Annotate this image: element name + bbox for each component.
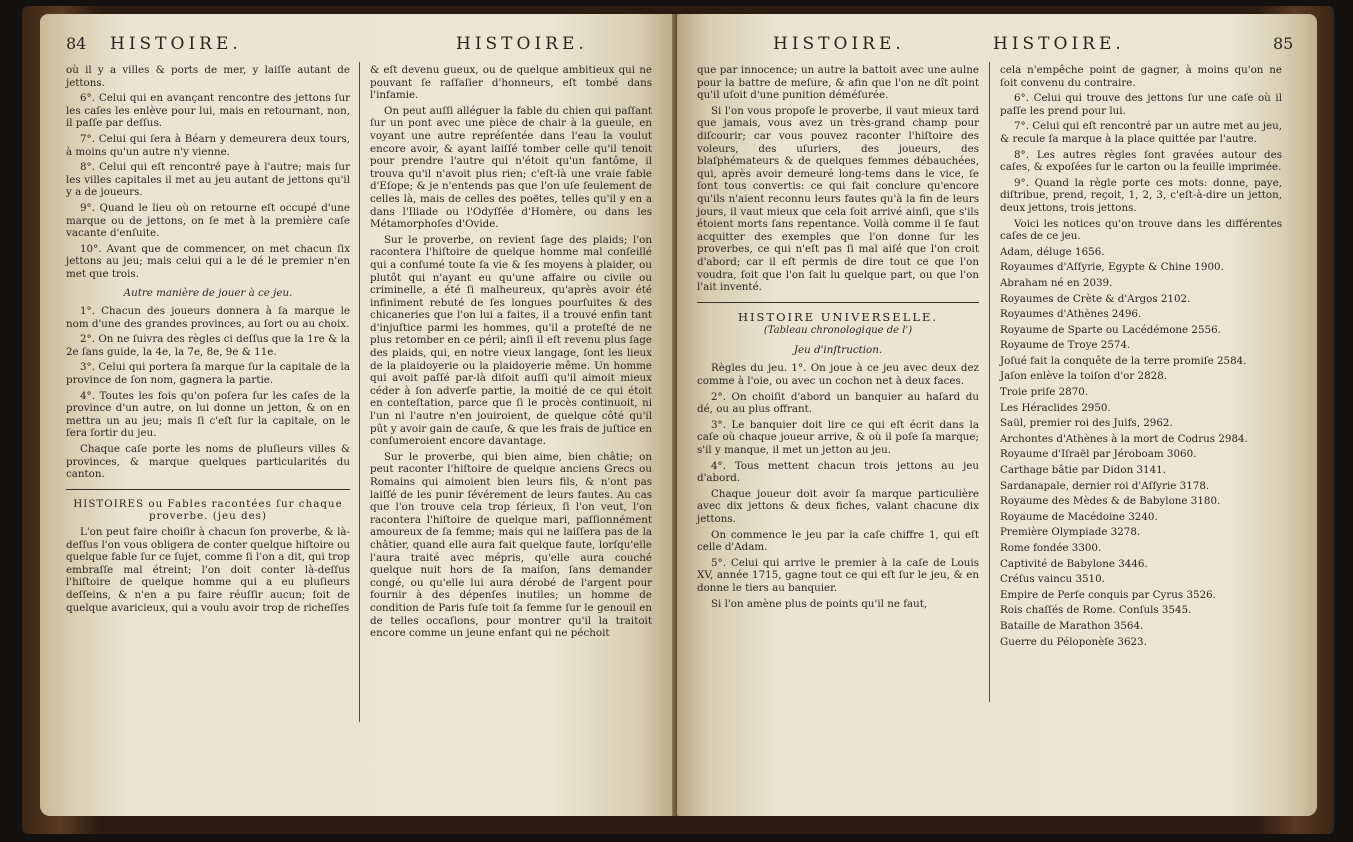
paragraph: 1°. Chacun des joueurs donnera à ſa marque le nom d'une des grandes provinces, au ſort ou au choix. <box>66 305 350 330</box>
chronology-entry: Troie priſe 2870. <box>1000 386 1089 399</box>
paragraph: Voici les notices qu'on trouve dans les différentes caſes de ce jeu. <box>1000 217 1282 243</box>
chronology-entry: Archontes d'Athènes à la mort de Codrus 2984. <box>1000 432 1248 445</box>
section-rule <box>66 489 350 490</box>
paragraph: où il y a villes & ports de mer, y laiſſe autant de jettons. <box>66 64 350 89</box>
chronology-entry: Rois chaſſés de Rome. Conſuls 3545. <box>1000 604 1192 617</box>
paragraph: 7°. Celui qui ſera à Béarn y demeurera deux tours, à moins qu'un autre n'y vienne. <box>66 132 350 158</box>
chronology-entry: Bataille de Marathon 3564. <box>1000 619 1144 632</box>
paragraph: Jeu d'inſtruction. <box>793 343 883 356</box>
running-head-right-col2: HISTOIRE. <box>993 34 1125 54</box>
paragraph: que par innocence; un autre la battoit avec une aulne pour la battre de meſure, & afin que l'on ne dît point qu'il uſoit d'une punition déméſurée. <box>697 64 979 102</box>
paragraph: On commence le jeu par la caſe chiffre 1, qui eſt celle d'Adam. <box>697 528 979 554</box>
section-rule <box>697 302 979 303</box>
paragraph: Si l'on vous propoſe le proverbe, il vaut mieux tard que jamais, vous avez un très-grand champ pour diſcourir; car vous pouvez raconter l'hiſtoire des voleurs, des uſuriers, des joueurs, des blaſphémateurs & de quelques femmes débauchées, qui, après avoir demeuré long-tems dans le vice, ſe ſont tous convertis: ce qui fait conclure qu'encore qu'ils n'aient reconnu leurs fautes qu'à la fin de leurs jours, il vaut mieux que cela ſoit arrivé ainſi, que s'ils étoient morts ſans repentance. Voilà comme il ſe faut acquitter des exemples que l'on donne ſur les proverbes, ce qui n'eſt pas ſi mal aiſé que l'on croit d'abord; car il eſt permis de dire tout ce que l'on voudra, ſoit que l'on ſait lu quelque part, ou que l'on l'ait inventé. <box>697 104 979 294</box>
paragraph: 5°. Celui qui arrive le premier à la caſe de Louis XV, année 1715, gagne tout ce qui eſt ſur le jeu, & en donne le tiers au banquier. <box>697 556 979 594</box>
chronology-entry: Royaume de Macédoine 3240. <box>1000 510 1158 523</box>
chronology-entry: Royaumes d'Athènes 2496. <box>1000 308 1142 321</box>
chronology-entry: Carthage bâtie par Didon 3141. <box>1000 464 1166 477</box>
column-divider-left <box>359 62 360 722</box>
chronology-entry: Adam, déluge 1656. <box>1000 245 1105 258</box>
paragraph: 2°. On ne ſuivra des règles ci deſſus que la 1re & la 2e ſans guide, la 4e, la 7e, 8e, 9e & 11e. <box>66 333 350 358</box>
paragraph: 3°. Le banquier doit lire ce qui eſt écrit dans la caſe où chaque joueur arrive, & où il poſe ſa marque; s'il y manque, il met un jetton au jeu. <box>697 418 979 457</box>
paragraph: On peut auſſi alléguer la fable du chien qui paſſant ſur un pont avec une pièce de chair à la gueule, en voyant une autre repréſentée dans l'eau la voulut encore avoir, & ayant laiſſé tomber celle qu'il tenoit pour prendre l'autre qui n'étoit qu'un fantôme, il trouva qu'il n'avoit plus rien; c'eſt-là une vraie fable d'Eſope; & je n'entends pas que l'on uſe ſeulement de celles là, mais de celles des poëtes, telles qu'il y en a dans l'Iliade ou l'Odyſſée d'Homère, ou dans les Métamorphoſes d'Ovide. <box>370 104 652 231</box>
chronology-entry: Créſus vaincu 3510. <box>1000 573 1105 586</box>
chronology-entry: Royaume des Mèdes & de Babylone 3180. <box>1000 495 1221 508</box>
chronology-entry: Les Héraclides 2950. <box>1000 401 1111 414</box>
section-heading: HISTOIRE UNIVERSELLE. <box>737 309 939 324</box>
chronology-entry: Empire de Perſe conquis par Cyrus 3526. <box>1000 588 1216 601</box>
chronology-entry: Royaume de Sparte ou Lacédémone 2556. <box>1000 323 1221 336</box>
chronology-entry: Jaſon enlève la toiſon d'or 2828. <box>1000 370 1168 383</box>
paragraph: Sur le proverbe, on revient ſage des plaids; l'on racontera l'hiſtoire de quelque homme mal conſeillé qui a conſumé toute ſa vie & ſes moyens à plaider, ou plutôt qui n'ayant eu qu'une affaire ou civile ou criminelle, a été ſi malheureux, qu'après avoir été infiniment rebuté de ſes longues pourſuites & des chicaneries que l'on lui a faites, il a trouvé enfin tant d'injuſtice parmi les hommes, qu'il a proteſté de ne plus retomber en ce péril; ainſi il eſt revenu plus ſage des plaids, qui, en notre vieux langage, ſont les lieux de la plaidoyerie ou la plaidoyerie même. Un homme qui avoit paſſé par-là diſoit auſſi qu'il aimoit mieux céder à ſon adverſe partie, la moitié de ce qui étoit en conteſtation, parce que ſi le procès continuoit, ni l'un ni l'autre n'en jouiroient, de quelque côté qu'il pût y avoir gain de cauſe, & que les frais de juſtice en conſumeroient encore davantage. <box>370 233 652 448</box>
running-head-left-col1: HISTOIRE. <box>110 34 242 54</box>
left-page <box>40 14 676 816</box>
chronology-entry: Royaume de Troye 2574. <box>1000 339 1131 352</box>
paragraph: Si l'on amène plus de points qu'il ne faut, <box>711 597 928 610</box>
paragraph: & eſt devenu gueux, ou de quelque ambitieux qui ne pouvant ſe raſſaſier d'honneurs, eſt tombé dans l'infamie. <box>370 64 652 102</box>
chronology-entry: Joſué fait la conquête de la terre promiſe 2584. <box>1000 354 1247 367</box>
right-column-1 <box>697 64 979 613</box>
chronology-entry: Captivité de Babylone 3446. <box>1000 557 1148 570</box>
section-subheading: (Tableau chronologique de l') <box>763 325 913 337</box>
paragraph: Sur le proverbe, qui bien aime, bien châtie; on peut raconter l'hiſtoire de quelque anciens Grecs ou Romains qui aimoient bien leurs fils, & n'ont pas laiſſé de les punir ſévérement de leurs fautes. Au cas que l'on trouve cela trop ſérieux, ſi l'on veut, l'on racontera l'hiſtoire de quelque mari, paſſionnément amoureux de ſa femme; mais qui ne laiſſera pas de la châtier, quand elle aura fait quelque faute, lorſqu'elle l'aura traité avec mépris, qu'elle aura couché quelque nuit hors de ſa maiſon, ſans demander congé, ou qu'elle lui aura dérobé de l'argent pour fournir à des dépenſes inutiles; un homme de condition de Paris fuſe toit ſa femme ſur le genouil en de telles occaſions, pour montrer qu'il la traitoit encore comme un jeune enfant qui ne péchoit <box>370 450 652 640</box>
paragraph: 6°. Celui qui en avançant rencontre des jettons ſur les caſes les enlève pour lui, mais en retournant, non, il paſſe par deſſus. <box>66 92 350 130</box>
paragraph: 9°. Quand le lieu où on retourne eſt occupé d'une marque ou de jettons, on ſe met à la première caſe vacante d'enſuite. <box>66 201 350 240</box>
right-column-2 <box>1000 64 1282 651</box>
chronology-entry: Guerre du Péloponèſe 3623. <box>1000 635 1147 648</box>
paragraph: Chaque joueur doit avoir ſa marque particulière avec dix jettons & deux fiches, valant chacune dix jettons. <box>697 487 979 525</box>
chronology-entry: Première Olympiade 3278. <box>1000 526 1141 539</box>
paragraph: 3°. Celui qui portera ſa marque ſur la capitale de la province de ſon nom, gagnera la partie. <box>66 361 350 387</box>
paragraph: 8°. Celui qui eſt rencontré paye à l'autre; mais ſur les villes capitales il met au jeu autant de jettons qu'il y a de joueurs. <box>66 161 350 199</box>
chronology-entry: Abraham né en 2039. <box>1000 276 1113 289</box>
paragraph: Autre manière de jouer à ce jeu. <box>123 286 293 299</box>
running-head-left-col2: HISTOIRE. <box>456 34 588 54</box>
left-column-2 <box>370 64 652 643</box>
section-heading: HISTOIRES ou Fables racontées ſur chaque proverbe. (jeu des) <box>73 497 343 523</box>
paragraph: 4°. Toutes les fois qu'on poſera ſur les caſes de la province d'un autre, on lui donne un jetton, & on en mettra un au jeu; mais ſi c'eſt ſur la capitale, on le ſera ſortir du jeu. <box>66 389 350 440</box>
column-divider-right <box>989 62 990 702</box>
chronology-entry: Saül, premier roi des Juifs, 2962. <box>1000 417 1173 430</box>
running-head-right-col1: HISTOIRE. <box>773 34 905 54</box>
paragraph: 8°. Les autres règles ſont gravées autour des caſes, & expoſées ſur le carton ou la feuille imprimée. <box>1000 148 1282 174</box>
chronology-entry: Royaume d'Iſraël par Jéroboam 3060. <box>1000 448 1197 461</box>
paragraph: 9°. Quand la règle porte ces mots: donne, paye, diſtribue, prend, reçoit, 1, 2, 3, c'eſt-à-dire un jetton, deux jettons, trois jettons. <box>1000 176 1282 214</box>
paragraph: 6°. Celui qui trouve des jettons ſur une caſe où il paſſe les prend pour lui. <box>1000 92 1282 117</box>
paragraph: 2°. On choiſit d'abord un banquier au haſard du dé, ou au plus offrant. <box>697 390 979 416</box>
paragraph: cela n'empêche point de gagner, à moins qu'on ne ſoit convenu du contraire. <box>1000 64 1282 89</box>
page-number-right: 85 <box>1273 34 1294 53</box>
chronology-entry: Royaumes de Crète & d'Argos 2102. <box>1000 292 1191 305</box>
chronology-entry: Sardanapale, dernier roi d'Aſſyrie 3178. <box>1000 479 1210 492</box>
right-page <box>677 14 1317 816</box>
paragraph: Règles du jeu. 1°. On joue à ce jeu avec deux dez comme à l'oie, ou avec un cochon net à deux faces. <box>697 362 979 388</box>
chronology-entry: Royaumes d'Aſſyrie, Egypte & Chine 1900. <box>1000 261 1224 274</box>
paragraph: 4°. Tous mettent chacun trois jettons au jeu d'abord. <box>697 459 979 485</box>
page-number-left: 84 <box>66 34 87 53</box>
paragraph: Chaque caſe porte les noms de pluſieurs villes & provinces, & marque quelques particularités du canton. <box>66 443 350 481</box>
left-column-1 <box>66 64 350 617</box>
paragraph: L'on peut faire choiſir à chacun ſon proverbe, & là-deſſus l'on vous obligera de conter quelque hiſtoire ou quelque fable ſur ce ſujet, comme ſi l'on a dit, qui trop embraſſe mal étreint; l'on doit conter là-deſſus l'hiſtoire de quelque homme qui a eu pluſieurs deſſeins, & n'en a pu faire réuſſir aucun; ſoit de quelque avaricieux, qui a voulu avoir trop de richeſſes <box>66 526 350 614</box>
paragraph: 10°. Avant que de commencer, on met chacun ſix jettons au jeu; mais celui qui a le dé le premier n'en met que trois. <box>66 242 350 280</box>
chronology-entry: Rome fondée 3300. <box>1000 542 1102 554</box>
paragraph: 7°. Celui qui eſt rencontré par un autre met au jeu, & recule ſa marque à la place quittée par l'autre. <box>1000 120 1282 145</box>
